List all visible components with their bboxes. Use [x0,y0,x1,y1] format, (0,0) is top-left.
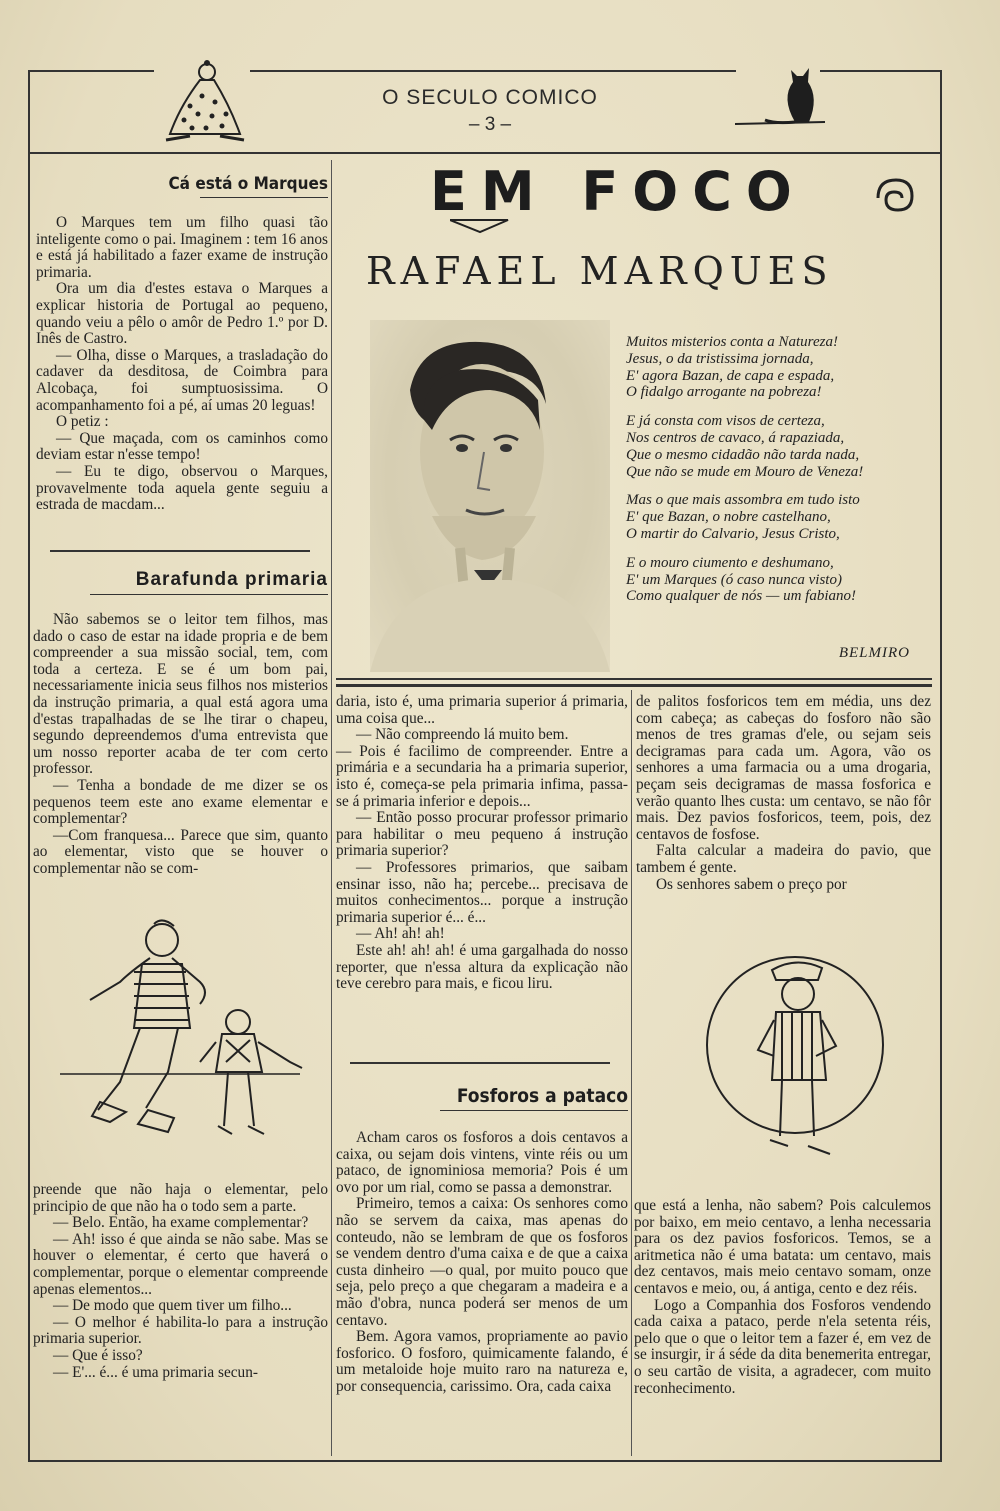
paragraph: — Então posso procurar professor primario para habilitar o meu pequeno á instrução primaria superior? [336,809,628,860]
paragraph: — O melhor é habilita-lo para a instrução primaria superior. [33,1313,328,1348]
paragraph: que está a lenha, não sabem? Pois calculemos por baixo, em meio centavo, a lenha necessaria para os dez pavios fosforicos. Temos, se a aritmetica não é uma batata: um centavo, mais dez centavos, mais meio centavo somam, onze centavos e meio, ou, á antiga, cento e dez réis. [634,1197,931,1297]
paragraph: Este ah! ah! ah! é uma gargalhada do nosso reporter, que n'essa altura da explicação não teve cerebro para mais, e ficou liru. [336,941,628,993]
headline-underline [440,1110,628,1111]
paragraph: preende que não haja o elementar, pelo principio de que não ha o todo sem a parte. [33,1181,328,1215]
headline-underline [90,594,328,595]
poem-line: O martir do Calvario, Jesus Cristo, [626,525,840,542]
paragraph: Bem. Agora vamos, propriamente ao pavio fosforico. O fosforo, quimicamente falando, é um metaloide hoje muito raro na natureza e, por consequencia, carissimo. Ora, cada caixa [336,1328,628,1395]
paragraph: — Que maçada, com os caminhos como deviam estar n'esse tempo! [36,429,328,464]
paragraph: de palitos fosforicos tem em média, uns dez com cabeça; as cabeças do fosforo não são menos de tres gramas d'ele, ou sejam seis decigramas para cada um. Agora, vão os senhores a uma farmacia ou a uma drogaria, peçam seis decigramas de massa fosforica e verão quanto lhes custa: um centavo, se não fôr mais. Dez pavios fosforicos, teem, pois, dez centavos de fosfose. [636,693,931,843]
paragraph: Não sabemos se o leitor tem filhos, mas dado o caso de estar na idade propria e de bem compreender a sua missão social, tem, com toda a certeza. E se é um bom pai, necessariamente inicia seus filhos nos misterios da instrução primaria, a qual está agora uma d'estas trapalhadas de se lhe tirar o chapeu, segundo depreendemos d'uma entrevista que um nosso reporter acaba de ter com certo professor. [33,611,328,778]
page-number: – 3 – [468,114,512,135]
poem-stanza [626,413,926,480]
header-rule-left [28,70,154,72]
poem-line: E já consta com visos de certeza, [626,413,825,430]
poem-line: Mas o que mais assombra em tudo isto [626,492,860,509]
poem-line: Jesus, o da tristissima jornada, [626,350,814,367]
poem-line: E o mouro ciumento e deshumano, [626,554,834,571]
paragraph: Falta calcular a madeira do pavio, que tambem é gente. [636,842,931,876]
poem-stanza [626,492,926,542]
feature-bottom-rule-2 [336,684,932,687]
article-barafunda-top [33,612,328,878]
flourish-scroll [872,174,918,220]
article-fosforos-col3-bottom [634,1198,931,1397]
poem-line: Como qualquer de nós — um fabiano! [626,588,856,605]
poem-stanza [626,334,926,401]
poem-line: E' agora Bazan, de capa e espada, [626,367,835,384]
paragraph: — Ah! isso é que ainda se não sabe. Mas se houver o elementar, é certo que haverá o complementar, porque o elementar compreende apenas elementos... [33,1230,328,1298]
column-divider-2 [631,690,632,1456]
em-foco-title: EM FOCO [430,160,806,223]
portrait-photo [370,320,610,672]
paragraph: — Tenha a bondade de me dizer se os pequenos teem este ano exame elementar e complementar? [33,776,328,828]
caricature-circle-man [700,940,890,1170]
header-bottom-rule [30,152,940,154]
paragraph: — De modo que quem tiver um filho... [53,1297,292,1315]
paragraph: — Professores primarios, que saibam ensinar isso, não ha; percebe... precisava de muitos conhecimentos... porque a instrução primaria superior é... é... [336,858,628,926]
paragraph: Os senhores sabem o preço por [656,875,847,893]
black-cat-illustration [735,58,825,128]
poem-line: Que o mesmo cidadão não tarda nada, [626,446,860,463]
arrow-pointer-icon [450,216,510,236]
page-bottom-rule [28,1460,942,1462]
headline-fosforos-a-pataco: Fosforos a pataco [456,1085,628,1107]
poem-line: E' um Marques (ó caso nunca visto) [626,571,842,588]
column-divider-1 [331,160,332,1456]
article-fosforos-col2 [336,1130,628,1396]
article-barafunda-bottom [33,1182,328,1381]
section-separator [350,1062,610,1064]
headline-barafunda-primaria: Barafunda primaria [135,569,328,590]
featured-person-name: RAFAEL MARQUES [366,249,834,293]
paragraph: — Ah! ah! ah! [356,925,445,943]
section-separator [50,550,310,552]
paragraph: O Marques tem um filho quasi tão inteligente como o pai. Imaginem : tem 16 anos e está já habilitado a fazer exame de instrução primaria. [36,214,328,281]
paragraph: O petiz : [56,413,109,431]
article-barafunda-continued [336,694,628,993]
header-rule-right [820,70,942,72]
feature-bottom-rule [336,678,932,680]
paragraph: —Com franquesa... Parece que sim, quanto ao elementar, visto que se houver o complementar não se com- [33,826,328,877]
headline-underline [200,197,328,198]
caricature-man-and-boy [50,912,310,1162]
paragraph: — Não compreendo lá muito bem. [356,726,569,744]
paragraph: — Olha, disse o Marques, a trasladação do cadaver da desditosa, de Coimbra para Alcobaça, foi sumptuosissima. O acompanhamento foi a pé, aí umas 20 leguas! [36,346,328,414]
paragraph: — E'... é... é uma primaria secun- [53,1363,258,1381]
article-fosforos-col3-top [636,694,931,893]
poem [626,334,926,617]
paragraph: — Belo. Então, ha exame complementar? [53,1214,309,1232]
girl-doll-illustration [160,56,250,146]
paragraph: Acham caros os fosforos a dois centavos a caixa, ou sejam dois vintens, vinte réis ou um pataco, de ignominiosa memoria? Pois é um ovo por um rial, como se passa a demonstrar. [336,1129,628,1196]
paragraph: Primeiro, temos a caixa: Os senhores como não se servem da caixa, mas apenas do conteudo, não se lembram de que os fosforos se vendem dentro d'uma caixa e de que a caixa custa dinheiro —o qual, por muito pouco que seja, pelo preço a que chegaram a madeira e a mão d'obra, nunca poderá ser menos de um centavo. [336,1195,628,1329]
page-border-right [940,70,942,1462]
poem-stanza [626,555,926,605]
poem-line: Nos centros de cavaco, á rapaziada, [626,429,845,446]
paragraph: daria, isto é, uma primaria superior á primaria, uma coisa que... [336,693,628,727]
page-border-left [28,70,30,1462]
paragraph: Ora um dia d'estes estava o Marques a explicar historia de Portugal ao pequeno, quando veiu a pêlo o amôr de Pedro 1.º por D. Inês de Castro. [36,280,328,348]
poem-line: Muitos misterios conta a Natureza! [626,334,838,350]
poem-line: Que não se mude em Mouro de Veneza! [626,463,864,480]
header-rule-center [250,70,736,72]
paragraph: — Que é isso? [53,1346,143,1364]
poem-signature: BELMIRO [838,645,910,661]
poem-line: E' que Bazan, o nobre castelhano, [626,509,831,526]
paragraph: — Eu te digo, observou o Marques, provavelmente toda aquela gente seguiu a estrada de macdam... [36,462,328,514]
paragraph: — Pois é facilimo de compreender. Entre a primária e a secundaria ha a primaria superior, isto é, começa-se pela primaria infima, passa-se á primaria inferior e depois... [336,742,628,810]
paragraph: Logo a Companhia dos Fosforos vendendo cada caixa a pataco, perde n'ela setenta réis, pelo que o que o leitor tem a fazer é, em vez de se insurgir, ir á séde da dita benemerita entregar, o seu cartão de visita, a agradecer, com muito reconhecimento. [634,1296,931,1397]
poem-line: O fidalgo arrogante na pobreza! [626,384,822,401]
headline-ca-esta-o-marques: Cá está o Marques [168,174,328,194]
article-ca-esta-o-marques [36,215,328,514]
newspaper-title: O SECULO COMICO [382,86,598,109]
